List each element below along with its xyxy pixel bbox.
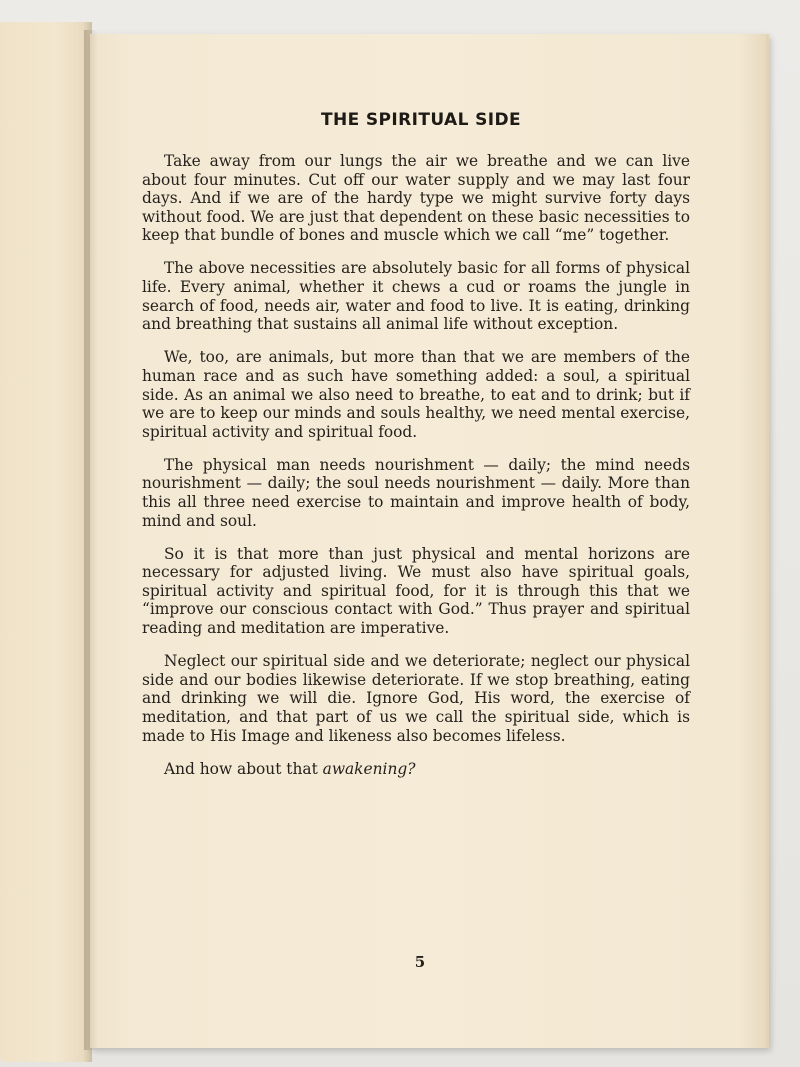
closing-text: And how about that <box>164 759 323 778</box>
left-page <box>0 22 92 1062</box>
paragraph: The physical man needs nourishment — daily; the mind needs nourishment — daily; the soul needs nourishment — daily. More than this all three need exercise to maintain and improve health of body, mind and soul. <box>142 455 690 530</box>
closing-line <box>142 760 690 779</box>
paragraph: We, too, are animals, but more than that we are members of the human race and as such have something added: a soul, a spiritual side. As an animal we also need to breathe, to eat and to drink; but if we are to keep our minds and souls healthy, we need mental exercise, spiritual activity and spiritual food. <box>142 348 690 441</box>
page-number: 5 <box>414 953 426 971</box>
book-gutter <box>84 30 98 1050</box>
page-content <box>142 110 690 793</box>
closing-emphasis: awakening? <box>322 759 416 778</box>
paragraph: So it is that more than just physical and mental horizons are necessary for adjusted living. We must also have spiritual goals, spiritual activity and spiritual food, for it is through this that we “improve our conscious contact with God.” Thus prayer and spiritual reading and meditation are imperative. <box>142 544 690 638</box>
page-title: THE SPIRITUAL SIDE <box>320 110 522 130</box>
paragraph: The above necessities are absolutely basic for all forms of physical life. Every animal, whether it chews a cud or roams the jungle in search of food, needs air, water and food to live. It is eating, drinking and breathing that sustains all animal life without exception. <box>142 259 690 334</box>
paragraph: Take away from our lungs the air we breathe and we can live about four minutes. Cut off our water supply and we may last four days. And if we are of the hardy type we might survive forty days without food. We are just that dependent on these basic necessities to keep that bundle of bones and muscle which we call “me” together. <box>142 152 690 245</box>
paragraph: Neglect our spiritual side and we deteriorate; neglect our physical side and our bodies likewise deteriorate. If we stop breathing, eating and drinking we will die. Ignore God, His word, the exercise of meditation, and that part of us we call the spiritual side, which is made to His Image and likeness also becomes lifeless. <box>142 652 690 745</box>
